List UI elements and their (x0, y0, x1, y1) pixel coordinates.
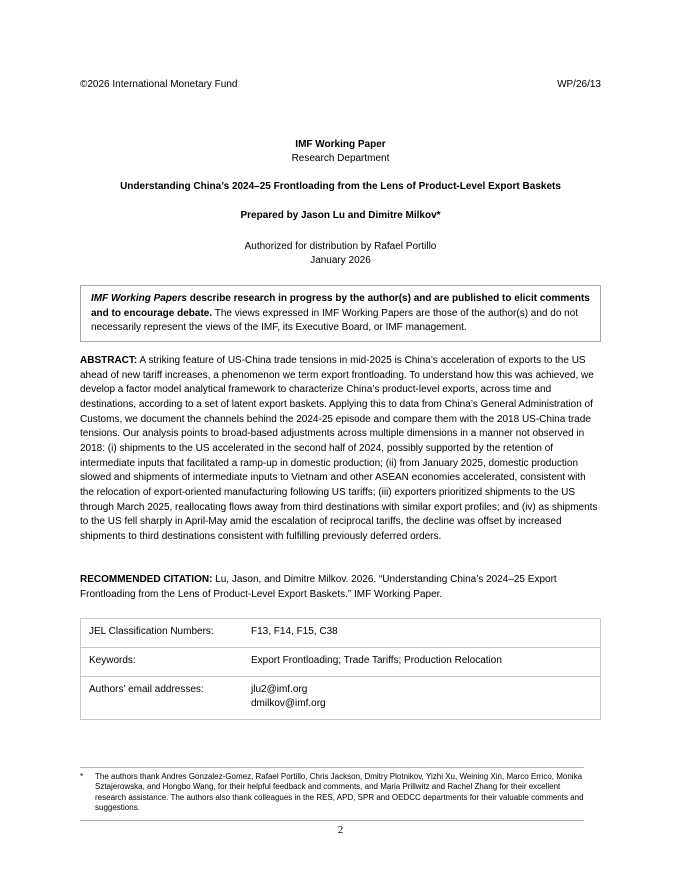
copyright-notice: ©2026 International Monetary Fund (80, 79, 238, 90)
email-link[interactable]: jlu2@imf.org (251, 684, 308, 695)
department: Research Department (291, 153, 390, 164)
paper-title: Understanding China’s 2024–25 Frontloading from the Lens of Product-Level Export Baskets (120, 181, 561, 192)
disclaimer-box (80, 285, 601, 342)
keywords-label: Keywords: (81, 648, 246, 677)
prepared-by: Prepared by Jason Lu and Dimitre Milkov* (240, 210, 441, 221)
jel-value: F13, F14, F15, C38 (245, 619, 601, 648)
authorized-by: Authorized for distribution by Rafael Portillo (244, 241, 437, 252)
abstract (80, 354, 601, 545)
disclaimer-text: The views expressed in IMF Working Papers are those of the author(s) and do not necessarily represent the views of the IMF, its Executive Board, or IMF management. (91, 307, 579, 333)
disclaimer-bold: describe research in progress by the author(s) and are published to elicit comments and to encourage debate. (91, 293, 590, 319)
page-header (80, 79, 601, 93)
footnote-mark: * (80, 772, 84, 781)
publication-date: January 2026 (310, 255, 371, 266)
table-row (81, 677, 601, 720)
abstract-text: A striking feature of US-China trade tensions in mid-2025 is China’s acceleration of exports to the US ahead of new tariff increases, a phenomenon we term export frontloading. To understand how this was achieved, we develop a factor model analytical framework to characterize China’s product-level exports, across time and destinations, according to a set of latent export baskets. Applying this to data from China’s General Administration of Customs, we document the channels behind the 2024-25 episode and compare them with the 2018 US-China trade tensions. Our analysis points to broad-based adjustments across multiple dimensions in a manner not observed in 2018: (i) shipments to the US accelerated in the second half of 2024, possibly supported by the retention of intermediate inputs that facilitated a ramp-up in domestic production; (ii) from January 2025, domestic production slowed and shipments of intermediate inputs to Vietnam and other ASEAN economies accelerated, consistent with the relocation of export-oriented manufacturing following US tariffs; (iii) exporters prioritized shipments to the US through March 2025, reallocating flows away from third destinations with similar export profiles; and (iv) as shipments to the US fell sharply in April-May amid the escalation of reciprocal tariffs, the decline was offset by increased shipments to third destinations consistent with fulfilling previously deferred orders. (80, 355, 598, 542)
table-row (81, 648, 601, 677)
disclaimer-lead: IMF Working Papers (91, 293, 187, 304)
metadata-table (80, 618, 601, 720)
table-row (81, 619, 601, 648)
citation-label: RECOMMENDED CITATION: (80, 574, 213, 585)
recommended-citation (80, 573, 601, 602)
emails-value (245, 677, 601, 720)
footnote-bottom-divider (80, 820, 584, 821)
footnote-text: The authors thank Andres Gonzalez-Gomez, Rafael Portillo, Chris Jackson, Dmitry Plotnikov, Yizhi Xu, Weining Xin, Marco Errico, Monika Sztajerowska, and Hongbo Wang, for their helpful feedback and comments, and Maria Prillwitz and Rachel Zhang for their excellent research assistance. The authors also thank colleagues in the RES, APD, SPR and OEDCC departments for their valuable comments and suggestions. (95, 772, 584, 812)
keywords-value: Export Frontloading; Trade Tariffs; Production Relocation (245, 648, 601, 677)
email-link[interactable]: dmilkov@imf.org (251, 698, 326, 709)
jel-label: JEL Classification Numbers: (81, 619, 246, 648)
page-number: 2 (337, 824, 344, 836)
paper-id: WP/26/13 (557, 79, 601, 90)
emails-label: Authors’ email addresses: (81, 677, 246, 720)
footnote (80, 772, 590, 813)
series-title: IMF Working Paper (295, 139, 386, 150)
abstract-label: ABSTRACT: (80, 355, 138, 366)
citation-text: Lu, Jason, and Dimitre Milkov. 2026. “Understanding China’s 2024–25 Export Frontloading from the Lens of Product-Level Export Baskets.” IMF Working Paper. (80, 574, 557, 600)
footnote-divider (80, 767, 584, 768)
